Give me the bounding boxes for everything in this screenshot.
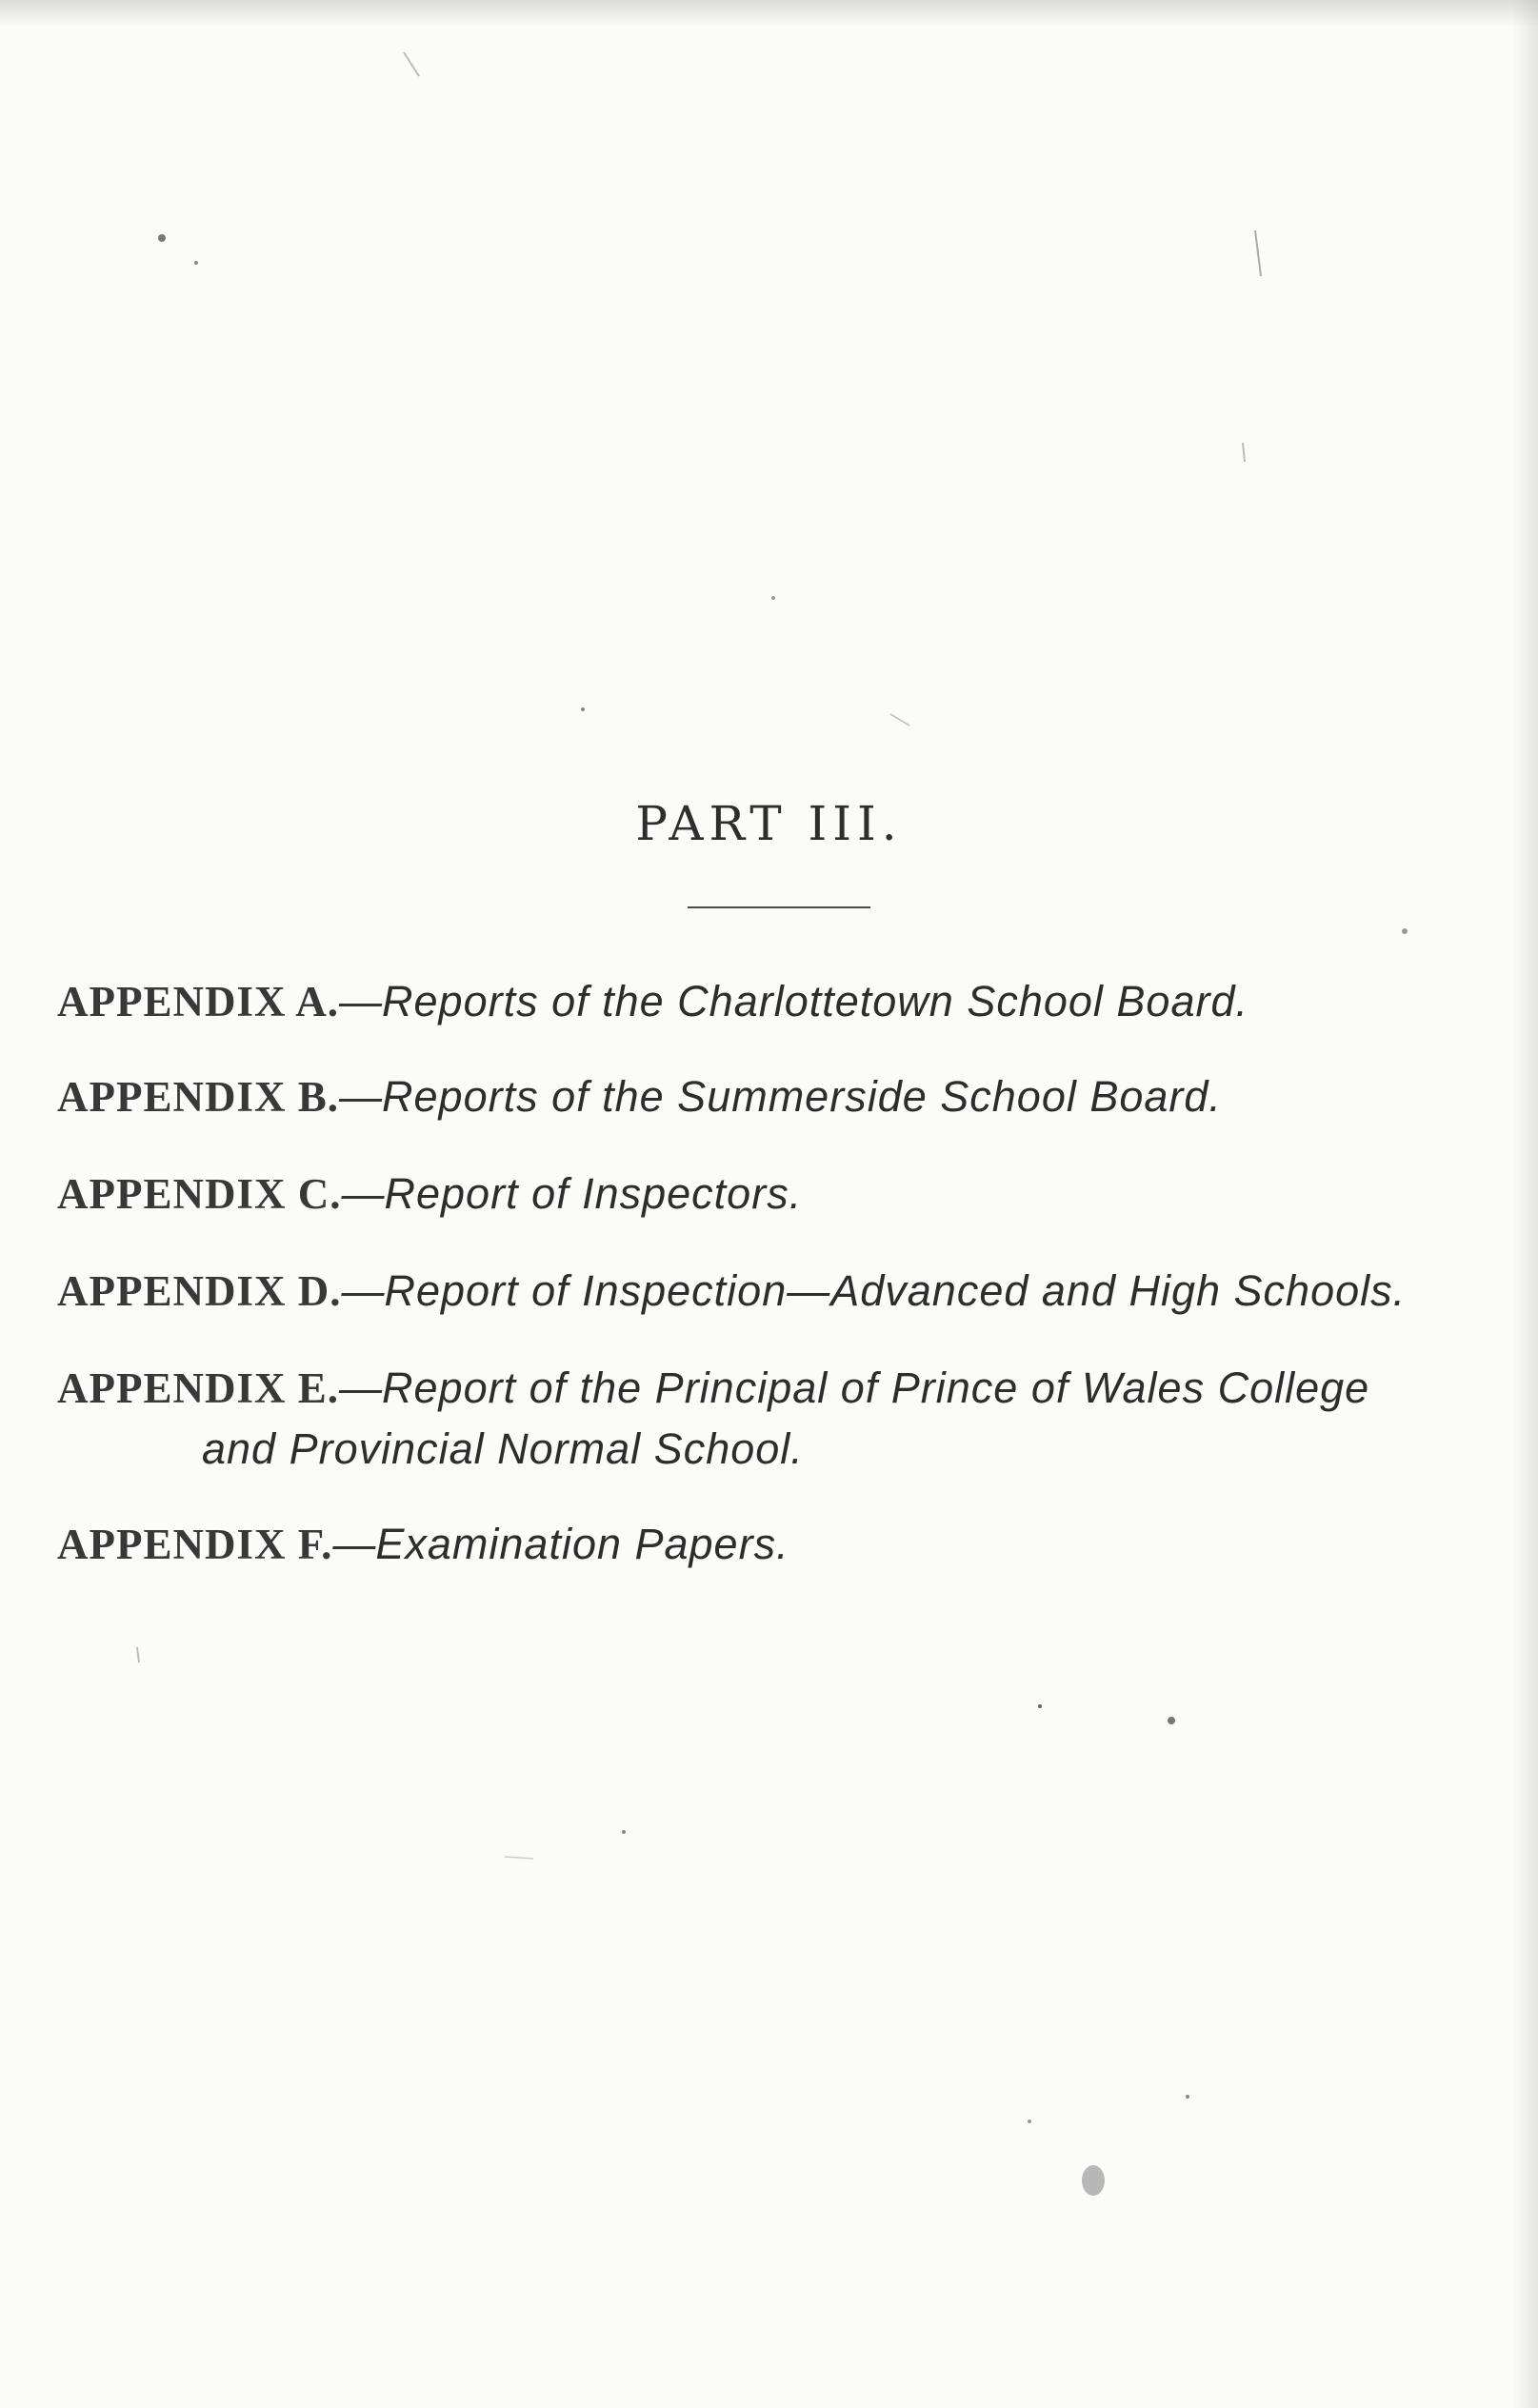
appendix-label: APPENDIX D. bbox=[57, 1267, 342, 1315]
appendix-description: Reports of the Summerside School Board. bbox=[382, 1072, 1222, 1121]
appendix-description-continuation: and Provincial Normal School. bbox=[202, 1424, 804, 1473]
appendix-label: APPENDIX E. bbox=[57, 1364, 340, 1412]
title-divider bbox=[688, 906, 870, 908]
appendix-entry-b bbox=[57, 1066, 1524, 1127]
appendix-entry-d bbox=[57, 1261, 1524, 1322]
appendix-description: Report of the Principal of Prince of Wales College bbox=[382, 1363, 1370, 1412]
appendix-description: Report of Inspection—Advanced and High Schools. bbox=[384, 1266, 1407, 1315]
appendix-dash: — bbox=[339, 1363, 383, 1412]
appendix-entry-e bbox=[57, 1358, 1524, 1480]
appendix-description: Examination Papers. bbox=[375, 1520, 789, 1568]
part-title: PART III. bbox=[635, 796, 903, 851]
appendix-dash: — bbox=[332, 1520, 376, 1568]
appendix-label: APPENDIX F. bbox=[57, 1521, 333, 1568]
appendix-dash: — bbox=[341, 1169, 385, 1218]
appendix-label: APPENDIX A. bbox=[57, 978, 340, 1025]
appendix-label: APPENDIX C. bbox=[57, 1170, 342, 1218]
appendix-description: Reports of the Charlottetown School Board. bbox=[382, 977, 1249, 1025]
appendix-description: Report of Inspectors. bbox=[384, 1169, 803, 1218]
appendix-dash: — bbox=[339, 977, 383, 1025]
page-top-edge-shadow bbox=[0, 0, 1538, 27]
appendix-entry-c bbox=[57, 1164, 1524, 1224]
appendix-entry-a bbox=[57, 971, 1524, 1032]
appendix-dash: — bbox=[341, 1266, 385, 1315]
appendix-dash: — bbox=[339, 1072, 383, 1121]
appendix-entry-f bbox=[57, 1514, 1524, 1575]
appendix-label: APPENDIX B. bbox=[57, 1073, 340, 1121]
